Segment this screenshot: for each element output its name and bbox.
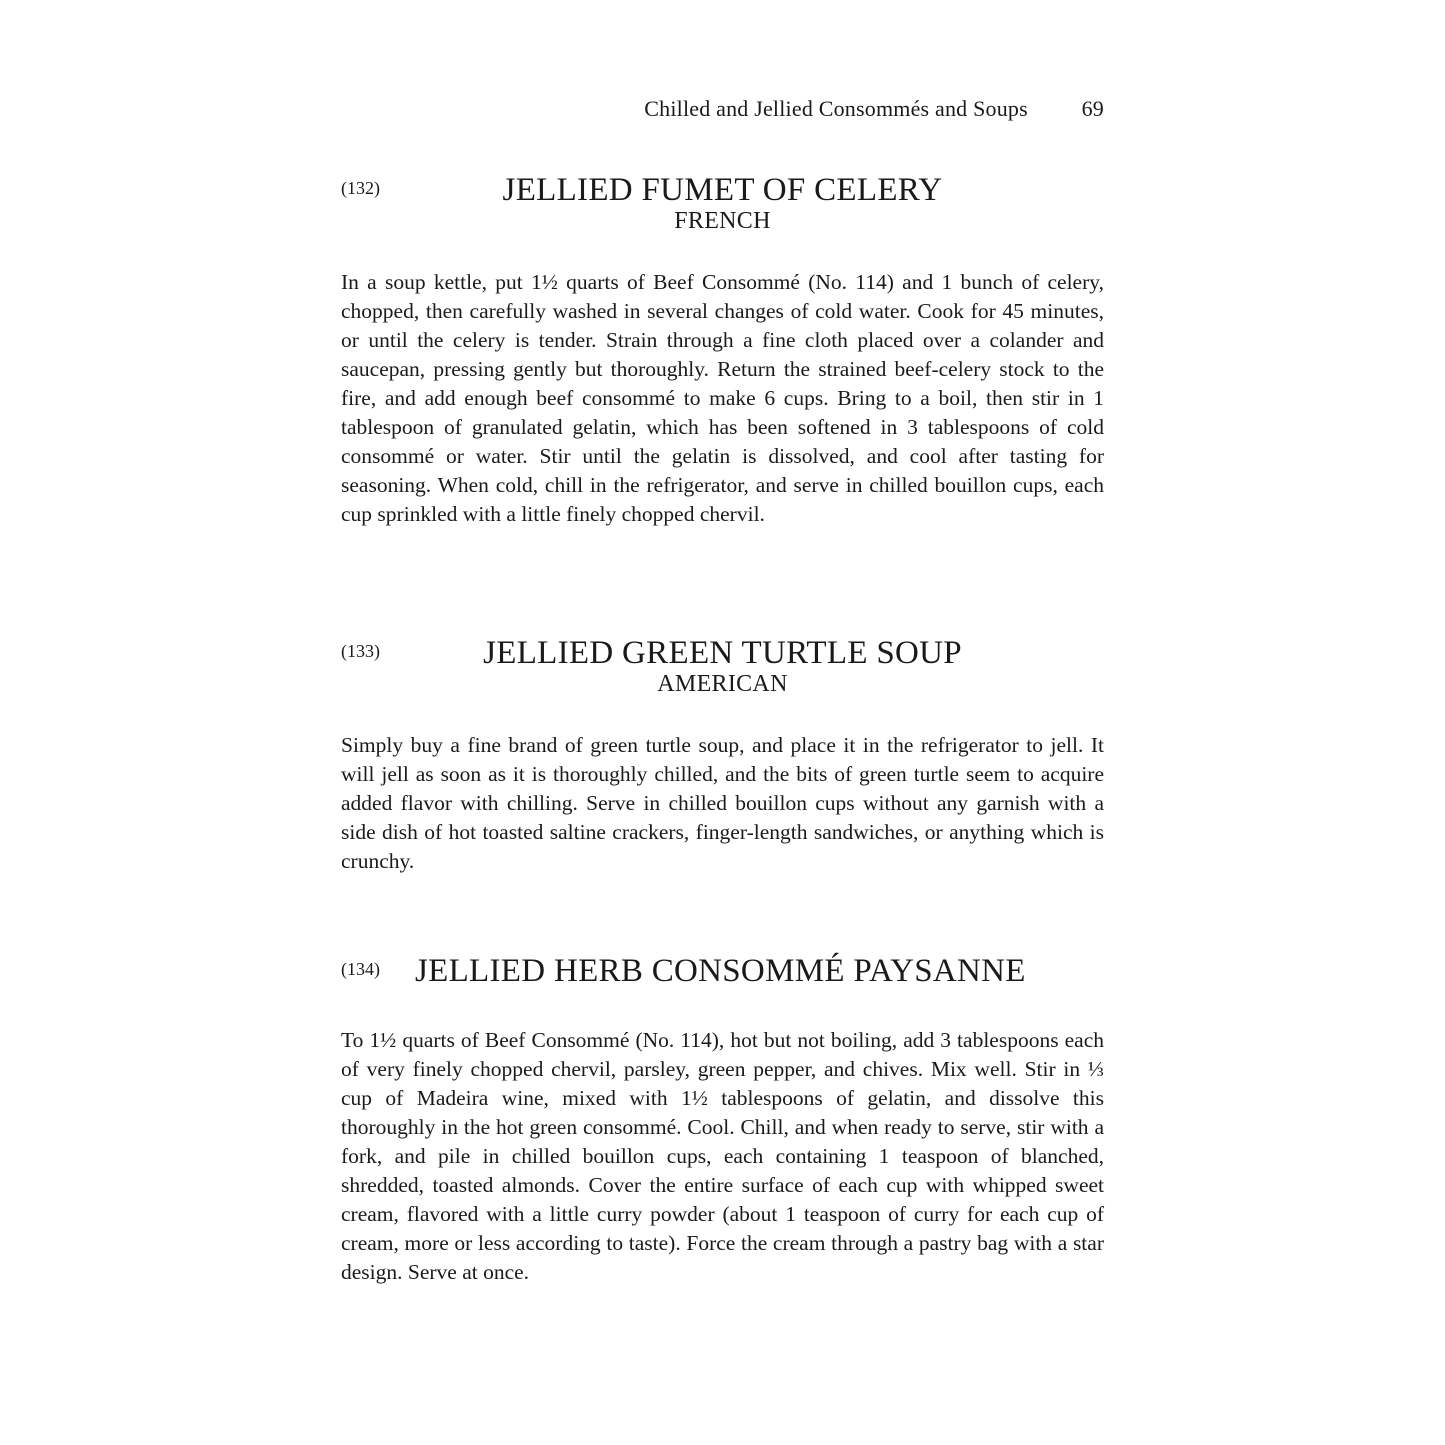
- recipe-body: To 1½ quarts of Beef Consommé (No. 114), hot but not boiling, add 3 tablespoons each of very finely chopped chervil, parsley, green pepper, and chives. Mix well. Stir in ⅓ cup of Madeira wine, mixed with 1½ tablespoons of gelatin, and dissolve this thoroughly in the hot green consommé. Cool. Chill, and when ready to serve, stir with a fork, and pile in chilled bouillon cups, each containing 1 teaspoon of blanched, shredded, toasted almonds. Cover the entire surface of each cup with whipped sweet cream, flavored with a little curry powder (about 1 teaspoon of curry for each cup of cream, more or less according to taste). Force the cream through a pastry bag with a star design. Serve at once.: [341, 1028, 1104, 1285]
- recipe-body: In a soup kettle, put 1½ quarts of Beef Consommé (No. 114) and 1 bunch of celery, chopped, then carefully washed in several changes of cold water. Cook for 45 minutes, or until the celery is tender. Strain through a fine cloth placed over a colander and saucepan, pressing gently but thoroughly. Return the strained beef-celery stock to the fire, and add enough beef consommé to make 6 cups. Bring to a boil, then stir in 1 tablespoon of granulated gelatin, which has been softened in 3 tablespoons of cold consommé or water. Stir until the gelatin is dissolved, and cool after tasting for seasoning. When cold, chill in the refrigerator, and serve in chilled bouillon cups, each cup sprinkled with a little finely chopped chervil.: [341, 270, 1104, 527]
- recipe-number: (134): [341, 959, 380, 979]
- running-head: [644, 96, 1104, 122]
- recipe-title: JELLIED GREEN TURTLE SOUP: [483, 635, 962, 671]
- recipe-body: Simply buy a fine brand of green turtle soup, and place it in the refrigerator to jell. It will jell as soon as it is thoroughly chilled, and the bits of green turtle seem to acquire added flavor with chilling. Serve in chilled bouillon cups without any garnish with a side dish of hot toasted saltine crackers, finger-length sandwiches, or anything which is crunchy.: [341, 733, 1104, 874]
- recipe-133: [341, 635, 1104, 876]
- recipe-title: JELLIED HERB CONSOMMÉ PAYSANNE: [415, 953, 1026, 989]
- recipe-134: [341, 953, 1104, 1287]
- running-head-title: Chilled and Jellied Consommés and Soups: [644, 96, 1028, 121]
- page-number: 69: [1081, 96, 1104, 121]
- recipe-132: [341, 172, 1104, 529]
- recipe-origin: FRENCH: [674, 208, 771, 234]
- recipe-origin: AMERICAN: [657, 671, 788, 697]
- book-page: [341, 0, 1104, 1445]
- recipe-number: (132): [341, 178, 380, 198]
- recipe-title: JELLIED FUMET OF CELERY: [502, 172, 943, 208]
- recipe-number: (133): [341, 641, 380, 661]
